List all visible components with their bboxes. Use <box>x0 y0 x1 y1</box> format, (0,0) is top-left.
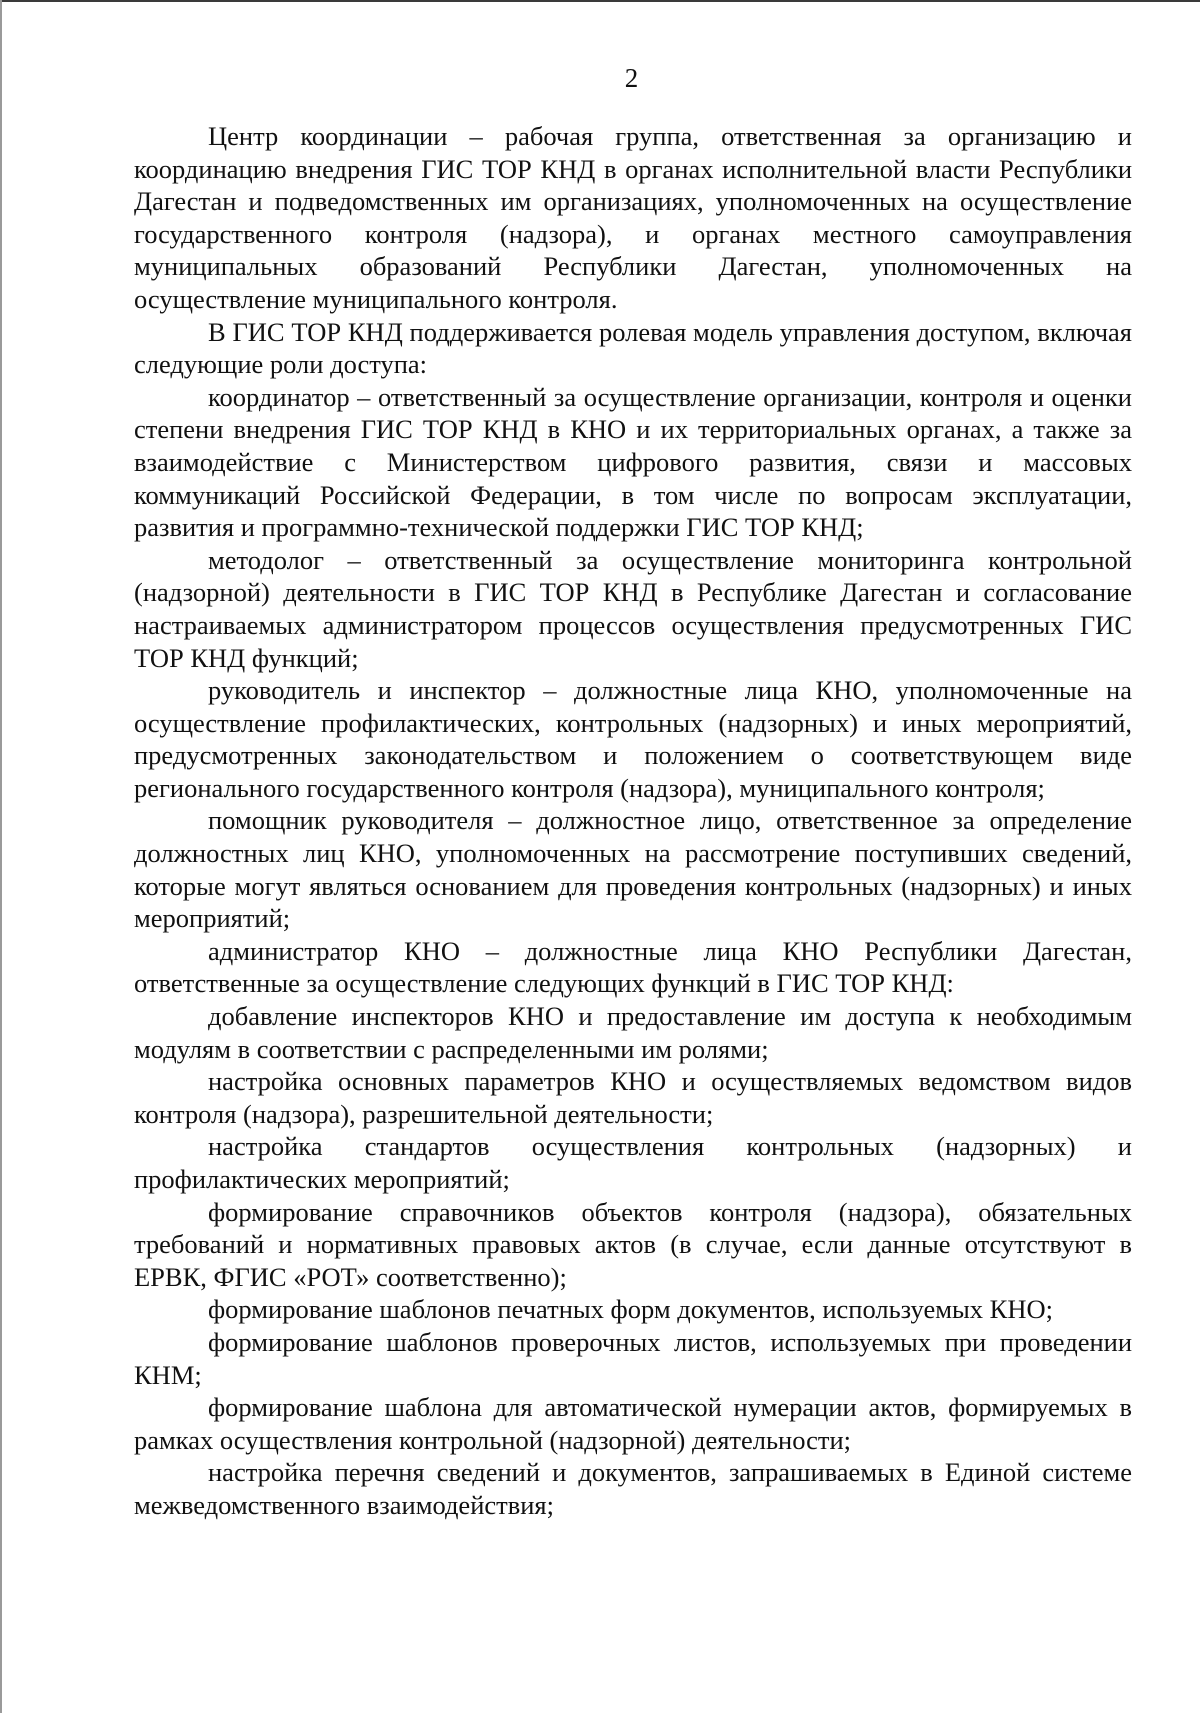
paragraph-function-basic-settings: настройка основных параметров КНО и осуществляемых ведомством видов контроля (надзора), разрешительной деятельности; <box>134 1066 1132 1129</box>
page-number: 2 <box>624 63 639 93</box>
paragraph-role-administrator: администратор КНО – должностные лица КНО Республики Дагестан, ответственные за осуществление следующих функций в ГИС ТОР КНД: <box>134 935 1132 999</box>
document-body <box>134 120 1132 1522</box>
paragraph-coordination-center: Центр координации – рабочая группа, ответственная за организацию и координацию внедрения ГИС ТОР КНД в органах исполнительной власти Республики Дагестан и подведомственных им организациях, уполномоченных на осуществление государственного контроля (надзора), и органах местного самоуправления муниципальных образований Республики Дагестан, уполномоченных на осуществление муниципального контроля. <box>134 121 1132 314</box>
paragraph-role-model: В ГИС ТОР КНД поддерживается ролевая модель управления доступом, включая следующие роли доступа: <box>134 316 1132 380</box>
paragraph-role-coordinator: координатор – ответственный за осуществление организации, контроля и оценки степени внедрения ГИС ТОР КНД в КНО и их территориальных органах, а также за взаимодействие с Министерством цифрового развития, связи и массовых коммуникаций Российской Федерации, в том числе по вопросам эксплуатации, развития и программно-технической поддержки ГИС ТОР КНД; <box>134 381 1132 543</box>
paragraph-function-add-inspectors: добавление инспекторов КНО и предоставление им доступа к необходимым модулям в соответствии с распределенными им ролями; <box>134 1001 1132 1064</box>
paragraph-role-manager-inspector: руководитель и инспектор – должностные лица КНО, уполномоченные на осуществление профилактических, контрольных (надзорных) и иных мероприятий, предусмотренных законодательством и положением о соответствующем виде регионального государственного контроля (надзора), муниципального контроля; <box>134 675 1132 803</box>
paragraph-function-checklist-templates: формирование шаблонов проверочных листов, используемых при проведении КНМ; <box>134 1326 1132 1390</box>
paragraph-role-assistant-manager: помощник руководителя – должностное лицо, ответственное за определение должностных лиц КНО, уполномоченных на рассмотрение поступивших сведений, которые могут являться основанием для проведения контрольных (надзорных) и иных мероприятий; <box>134 805 1132 934</box>
scan-left-edge <box>0 0 2 1713</box>
paragraph-function-numbering-template: формирование шаблона для автоматической нумерации актов, формируемых в рамках осуществления контрольной (надзорной) деятельности; <box>134 1392 1132 1455</box>
paragraph-role-methodologist: методолог – ответственный за осуществление мониторинга контрольной (надзорной) деятельности в ГИС ТОР КНД в Республике Дагестан и согласование настраиваемых администратором процессов осуществления предусмотренных ГИС ТОР КНД функций; <box>134 544 1132 673</box>
paragraph-function-print-templates: формирование шаблонов печатных форм документов, используемых КНО; <box>208 1294 1053 1325</box>
paragraph-function-standards: настройка стандартов осуществления контрольных (надзорных) и профилактических мероприятий; <box>134 1131 1132 1194</box>
paragraph-function-reference-books: формирование справочников объектов контроля (надзора), обязательных требований и нормативных правовых актов (в случае, если данные отсутствуют в ЕРВК, ФГИС «РОТ» соответственно); <box>134 1196 1132 1292</box>
scan-top-edge <box>0 0 1200 2</box>
paragraph-function-interagency-requests: настройка перечня сведений и документов, запрашиваемых в Единой системе межведомственного взаимодействия; <box>134 1457 1132 1520</box>
